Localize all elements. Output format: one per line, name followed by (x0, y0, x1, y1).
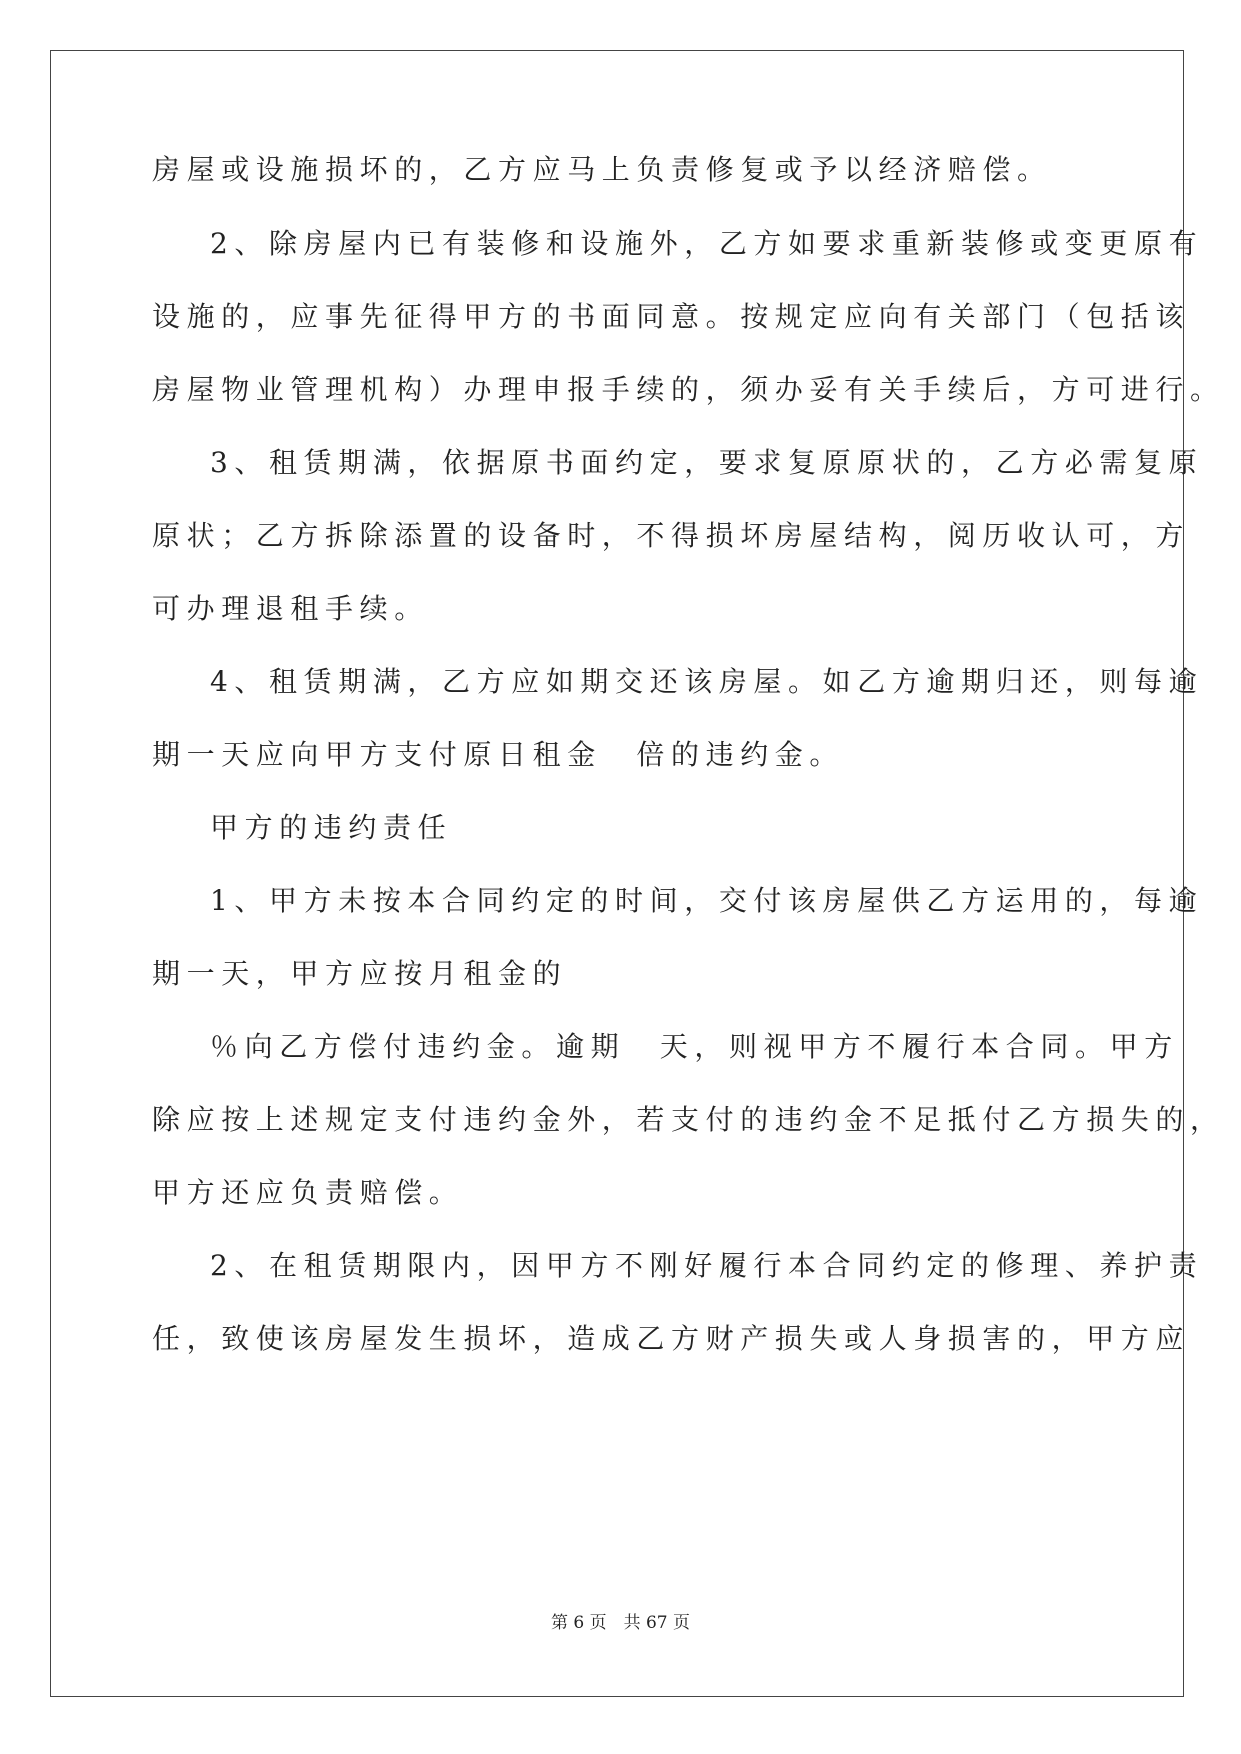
section-heading: 甲方的违约责任 (210, 811, 453, 844)
text-line-9: 期一天应向甲方支付原日租金 倍的违约金。 (152, 738, 845, 771)
text-line-4: 房屋物业管理机构）办理申报手续的，须办妥有关手续后，方可进行。 (152, 373, 1225, 406)
text-line-6: 原状；乙方拆除添置的设备时，不得损坏房屋结构，阅历收认可，方 (152, 519, 1191, 552)
text-line-5: 3、租赁期满，依据原书面约定，要求复原原状的，乙方必需复原 (210, 446, 1204, 479)
page-footer (0, 1612, 1241, 1634)
text-line-1: 房屋或设施损坏的，乙方应马上负责修复或予以经济赔偿。 (152, 153, 1052, 186)
text-line-2: 2、除房屋内已有装修和设施外，乙方如要求重新装修或变更原有 (210, 227, 1204, 260)
text-line-15: 甲方还应负责赔偿。 (152, 1176, 464, 1209)
text-line-3: 设施的，应事先征得甲方的书面同意。按规定应向有关部门（包括该 (152, 300, 1191, 333)
text-line-7: 可办理退租手续。 (152, 592, 429, 625)
page-border (50, 50, 1184, 1697)
text-line-12: 期一天，甲方应按月租金的 (152, 957, 568, 990)
page-number: 第 6 页 共 67 页 (550, 1613, 691, 1633)
text-line-8: 4、租赁期满，乙方应如期交还该房屋。如乙方逾期归还，则每逾 (210, 665, 1204, 698)
text-line-17: 任，致使该房屋发生损坏，造成乙方财产损失或人身损害的，甲方应 (152, 1322, 1191, 1355)
text-line-16: 2、在租赁期限内，因甲方不刚好履行本合同约定的修理、养护责 (210, 1249, 1204, 1282)
text-line-11: 1、甲方未按本合同约定的时间，交付该房屋供乙方运用的，每逾 (210, 884, 1204, 917)
text-line-13: ％向乙方偿付违约金。逾期 天，则视甲方不履行本合同。甲方 (210, 1030, 1179, 1063)
text-line-14: 除应按上述规定支付违约金外，若支付的违约金不足抵付乙方损失的， (152, 1103, 1225, 1136)
